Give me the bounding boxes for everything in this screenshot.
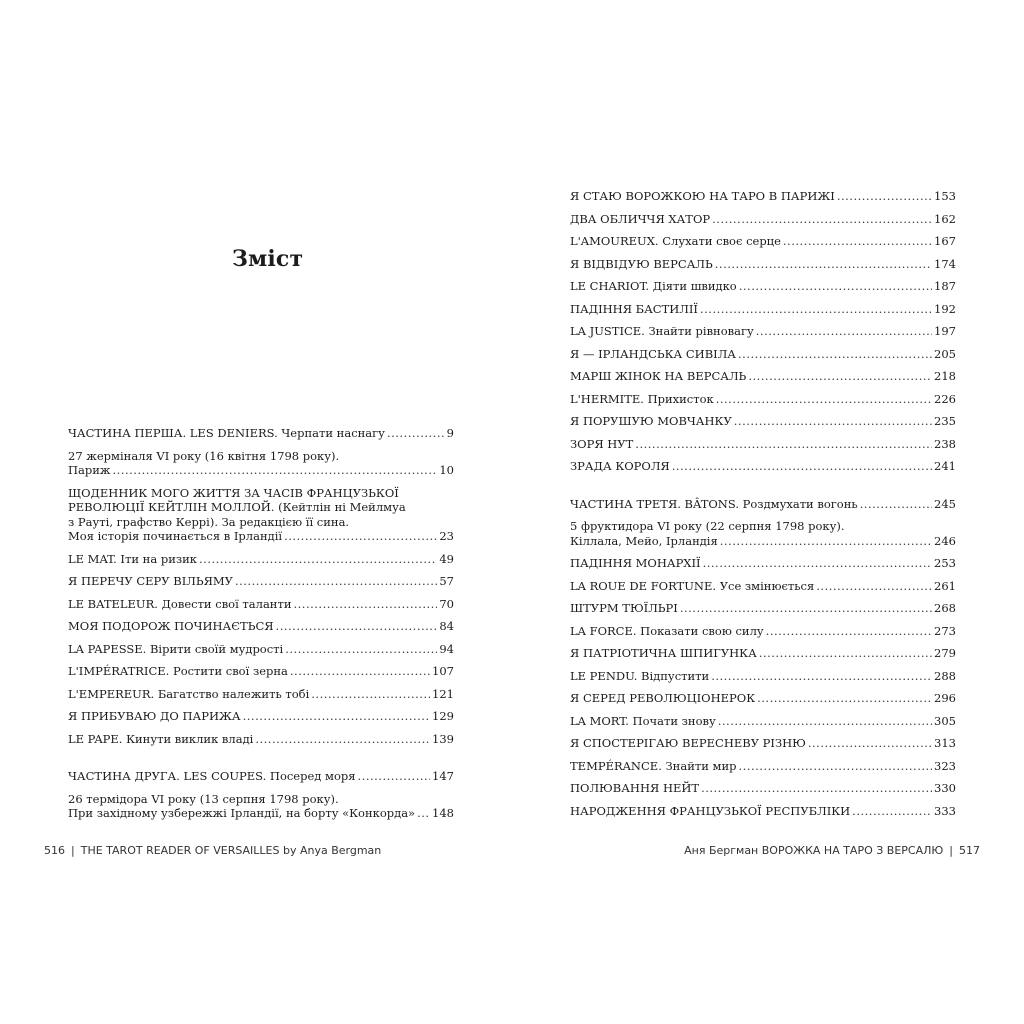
- toc-page-number: 273: [934, 623, 956, 638]
- dot-leader: [852, 804, 932, 819]
- dot-leader: [712, 212, 932, 227]
- toc-page-number: 192: [934, 301, 956, 316]
- toc-entry: [570, 302, 956, 317]
- toc-entry-title: LE CHARIOT. Діяти швидко: [570, 279, 737, 293]
- toc-entry: [570, 189, 956, 204]
- dot-leader: [766, 624, 932, 639]
- toc-page-number: 245: [934, 496, 956, 511]
- toc-entry: [570, 519, 956, 548]
- toc-entry: [68, 619, 454, 634]
- toc-page-number: 296: [934, 691, 956, 705]
- footer-right-separator: |: [949, 844, 953, 857]
- toc-entry-title: Я ПАТРІОТИЧНА ШПИГУНКА: [570, 646, 757, 660]
- toc-left-column: [68, 426, 454, 821]
- toc-entry: [68, 574, 454, 589]
- toc-entry-line: 5 фруктидора VI року (22 серпня 1798 року).: [570, 519, 845, 533]
- toc-entry-title: ЧАСТИНА ПЕРША. LES DENIERS. Черпати наснагу: [68, 426, 385, 440]
- toc-page-number: 253: [934, 556, 956, 570]
- footer-left-page-number: 516: [44, 844, 65, 857]
- dot-leader: [294, 597, 438, 612]
- toc-entry: [68, 792, 454, 821]
- dot-leader: [720, 534, 932, 549]
- toc-entry: [570, 459, 956, 474]
- footer-left: [44, 844, 381, 857]
- toc-entry-title: Я ПРИБУВАЮ ДО ПАРИЖА: [68, 709, 241, 723]
- toc-right-column: [570, 189, 956, 818]
- toc-entry-line: РЕВОЛЮЦІЇ КЕЙТЛІН МОЛЛОЙ. (Кейтлін ні Мейлмуа: [68, 500, 406, 514]
- toc-page-number: 197: [934, 324, 956, 338]
- toc-entry: [570, 781, 956, 796]
- dot-leader: [748, 369, 932, 384]
- toc-page-number: 238: [934, 436, 956, 451]
- dot-leader: [284, 529, 437, 544]
- dot-leader: [756, 324, 932, 339]
- dot-leader: [311, 687, 430, 702]
- toc-page-number: 333: [934, 803, 956, 818]
- toc-entry: [68, 687, 454, 702]
- toc-entry-title: При західному узбережжі Ірландії, на борту «Конкорда»: [68, 806, 416, 820]
- dot-leader: [715, 257, 932, 272]
- toc-entry-title: Я СЕРЕД РЕВОЛЮЦІОНЕРОК: [570, 691, 756, 705]
- toc-entry: [570, 691, 956, 706]
- toc-page-number: 205: [934, 346, 956, 361]
- toc-entry-line: 26 термідора VI року (13 серпня 1798 року).: [68, 791, 339, 806]
- dot-leader: [739, 279, 932, 294]
- toc-entry: [570, 392, 956, 407]
- dot-leader: [235, 574, 437, 589]
- toc-entry-title: LA MORT. Почати знову: [570, 713, 716, 728]
- toc-entry-title: L'IMPÉRATRICE. Ростити свої зерна: [68, 664, 288, 678]
- dot-leader: [816, 579, 932, 594]
- footer-right-text: Аня Бергман ВОРОЖКА НА ТАРО З ВЕРСАЛЮ: [684, 844, 944, 857]
- toc-page-number: 148: [432, 806, 454, 820]
- toc-entry-title: L'HERMITE. Прихисток: [570, 391, 714, 406]
- toc-entry: [570, 279, 956, 294]
- toc-entry: [570, 234, 956, 249]
- toc-entry: [570, 669, 956, 684]
- toc-entry-title: ЧАСТИНА ТРЕТЯ. BÂTONS. Роздмухати вогонь: [570, 496, 858, 511]
- toc-entry-line: ЩОДЕННИК МОГО ЖИТТЯ ЗА ЧАСІВ ФРАНЦУЗЬКОЇ: [68, 485, 399, 500]
- toc-page-number: 23: [439, 529, 454, 543]
- toc-entry-title: ЗРАДА КОРОЛЯ: [570, 459, 670, 473]
- toc-page-number: 9: [446, 426, 454, 440]
- toc-entry-title: LA PAPESSE. Вірити своїй мудрості: [68, 641, 284, 656]
- toc-entry: [68, 552, 454, 567]
- toc-entry-line: з Рауті, графство Керрі). За редакцією її сина.: [68, 514, 350, 529]
- toc-entry-title: LA JUSTICE. Знайти рівновагу: [570, 324, 754, 338]
- dot-leader: [757, 691, 932, 706]
- toc-page-number: 49: [439, 551, 454, 566]
- toc-page-number: 305: [934, 713, 956, 728]
- toc-entry: [570, 646, 956, 661]
- toc-entry-title: МАРШ ЖІНОК НА ВЕРСАЛЬ: [570, 369, 747, 383]
- toc-page-number: 246: [934, 533, 956, 548]
- toc-entry: [570, 369, 956, 384]
- toc-entry-title: ПАДІННЯ МОНАРХІЇ: [570, 556, 701, 570]
- dot-leader: [716, 392, 932, 407]
- dot-leader: [700, 302, 932, 317]
- toc-entry: [570, 257, 956, 272]
- toc-entry: [68, 426, 454, 441]
- toc-entry-title: Я СТАЮ ВОРОЖКОЮ НА ТАРО В ПАРИЖІ: [570, 189, 835, 203]
- toc-entry-title: Я СПОСТЕРІГАЮ ВЕРЕСНЕВУ РІЗНЮ: [570, 736, 806, 750]
- toc-page-number: 84: [439, 619, 454, 633]
- toc-entry-title: ПОЛЮВАННЯ НЕЙТ: [570, 781, 700, 795]
- toc-entry: [68, 769, 454, 784]
- footer-right: [684, 844, 980, 857]
- dot-leader: [680, 601, 932, 616]
- footer-left-separator: |: [71, 844, 75, 857]
- dot-leader: [703, 556, 932, 571]
- toc-entry: [570, 714, 956, 729]
- toc-entry: [570, 437, 956, 452]
- footer-left-text: THE TAROT READER OF VERSAILLES by Anya Bergman: [80, 844, 382, 857]
- dot-leader: [635, 437, 932, 452]
- toc-page-number: 187: [934, 279, 956, 293]
- toc-entry-title: Кіллала, Мейо, Ірландія: [570, 533, 718, 548]
- dot-leader: [783, 234, 932, 249]
- toc-page-number: 153: [934, 189, 956, 203]
- dot-leader: [243, 709, 430, 724]
- toc-entry: [68, 642, 454, 657]
- toc-page-number: 279: [934, 646, 956, 660]
- toc-entry: [570, 736, 956, 751]
- toc-entry-title: LA FORCE. Показати свою силу: [570, 623, 764, 638]
- dot-leader: [387, 426, 445, 441]
- toc-page-number: 57: [439, 574, 454, 588]
- toc-page-number: 10: [439, 463, 454, 477]
- dot-leader: [837, 189, 932, 204]
- toc-entry-title: Я ПЕРЕЧУ СЕРУ ВІЛЬЯМУ: [68, 574, 233, 588]
- toc-entry: [570, 624, 956, 639]
- dot-leader: [417, 806, 430, 821]
- toc-entry: [68, 486, 454, 544]
- dot-leader: [290, 664, 430, 679]
- toc-page-number: 174: [934, 256, 956, 271]
- toc-entry-title: L'AMOUREUX. Слухати своє серце: [570, 234, 781, 248]
- toc-page-number: 139: [432, 731, 454, 746]
- dot-leader: [672, 459, 932, 474]
- toc-entry-title: LE PENDU. Відпустити: [570, 668, 710, 683]
- toc-entry-title: Я — ІРЛАНДСЬКА СИВІЛА: [570, 346, 737, 361]
- toc-page-number: 261: [934, 578, 956, 593]
- toc-entry: [68, 664, 454, 679]
- toc-page-number: 235: [934, 414, 956, 428]
- toc-page-number: 268: [934, 601, 956, 615]
- toc-entry: [570, 347, 956, 362]
- toc-page-number: 129: [432, 709, 454, 723]
- toc-entry-title: Я ПОРУШУЮ МОВЧАНКУ: [570, 414, 732, 428]
- toc-page-number: 313: [934, 736, 956, 750]
- toc-entry-title: Я ВІДВІДУЮ ВЕРСАЛЬ: [570, 256, 713, 271]
- toc-page-number: 70: [439, 596, 454, 611]
- toc-entry-title: LE BATELEUR. Довести свої таланти: [68, 596, 292, 611]
- page-title: Зміст: [232, 246, 304, 272]
- toc-page-number: 218: [934, 369, 956, 383]
- dot-leader: [199, 552, 437, 567]
- toc-page-number: 94: [439, 641, 454, 656]
- toc-entry: [570, 804, 956, 819]
- toc-entry: [570, 324, 956, 339]
- toc-entry-title: ПАДІННЯ БАСТИЛІЇ: [570, 301, 698, 316]
- toc-entry-title: LE PAPE. Кинути виклик владі: [68, 731, 254, 746]
- toc-entry: [570, 497, 956, 512]
- toc-entry: [68, 449, 454, 478]
- toc-entry-title: МОЯ ПОДОРОЖ ПОЧИНАЄТЬСЯ: [68, 619, 274, 633]
- toc-entry-title: LA ROUE DE FORTUNE. Усе змінюється: [570, 578, 815, 593]
- dot-leader: [759, 646, 932, 661]
- dot-leader: [718, 714, 932, 729]
- toc-page-number: 121: [432, 686, 454, 701]
- toc-entry-title: НАРОДЖЕННЯ ФРАНЦУЗЬКОЇ РЕСПУБЛІКИ: [570, 803, 851, 818]
- toc-page-number: 241: [934, 459, 956, 473]
- dot-leader: [739, 759, 933, 774]
- footer-right-page-number: 517: [959, 844, 980, 857]
- toc-entry: [570, 759, 956, 774]
- toc-page-number: 226: [934, 391, 956, 406]
- dot-leader: [255, 732, 430, 747]
- dot-leader: [738, 347, 932, 362]
- dot-leader: [276, 619, 438, 634]
- toc-page-number: 107: [432, 664, 454, 678]
- dot-leader: [358, 769, 431, 784]
- toc-entry-line: 27 жерміналя VI року (16 квітня 1798 року).: [68, 448, 340, 463]
- toc-entry: [68, 709, 454, 724]
- toc-entry: [570, 556, 956, 571]
- toc-entry-title: LE MAT. Іти на ризик: [68, 551, 197, 566]
- dot-leader: [734, 414, 932, 429]
- toc-page-number: 288: [934, 668, 956, 683]
- dot-leader: [808, 736, 932, 751]
- dot-leader: [860, 497, 932, 512]
- toc-entry: [570, 579, 956, 594]
- toc-entry-title: ЗОРЯ НУТ: [570, 436, 634, 451]
- dot-leader: [711, 669, 932, 684]
- dot-leader: [113, 463, 438, 478]
- toc-entry-title: Париж: [68, 463, 111, 477]
- dot-leader: [701, 781, 932, 796]
- toc-entry: [570, 601, 956, 616]
- toc-entry-title: L'EMPEREUR. Багатство належить тобі: [68, 686, 310, 701]
- toc-entry-title: ЧАСТИНА ДРУГА. LES COUPES. Посеред моря: [68, 769, 356, 783]
- toc-page-number: 167: [934, 234, 956, 248]
- toc-entry-title: Моя історія починається в Ірландії: [68, 529, 283, 543]
- toc-page-number: 162: [934, 211, 956, 226]
- toc-page-number: 147: [432, 769, 454, 783]
- dot-leader: [285, 642, 437, 657]
- toc-page-number: 323: [934, 758, 956, 773]
- toc-entry-title: ДВА ОБЛИЧЧЯ ХАТОР: [570, 211, 711, 226]
- toc-page-number: 330: [934, 781, 956, 795]
- toc-entry: [68, 597, 454, 612]
- toc-entry: [570, 212, 956, 227]
- toc-entry: [570, 414, 956, 429]
- toc-entry: [68, 732, 454, 747]
- toc-entry-title: TEMPÉRANCE. Знайти мир: [570, 758, 737, 773]
- toc-entry-title: ШТУРМ ТЮЇЛЬРІ: [570, 601, 678, 615]
